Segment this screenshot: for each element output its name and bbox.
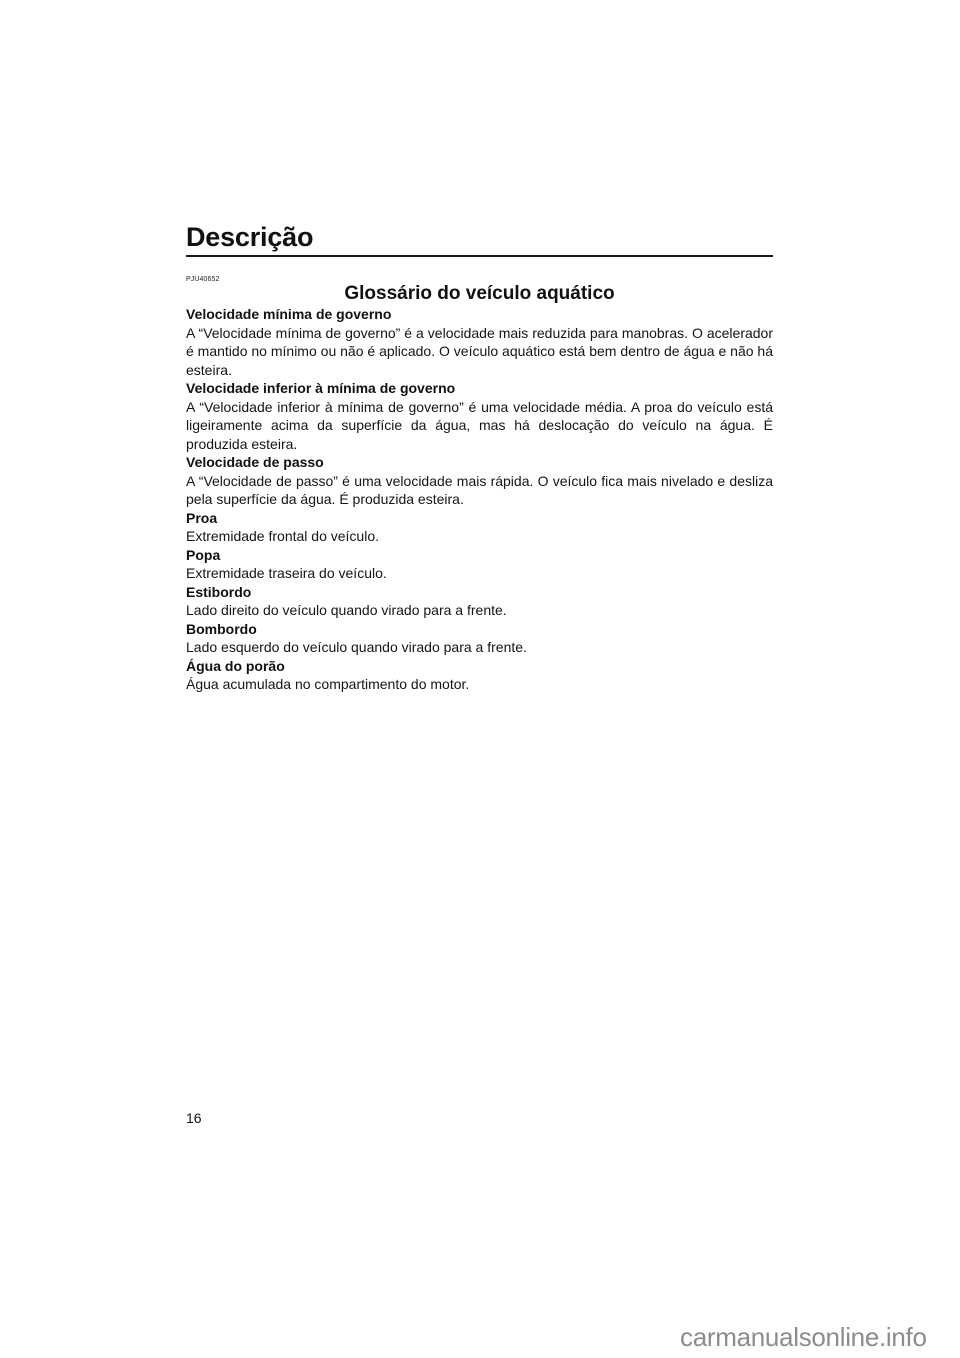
glossary-term: Estibordo [186, 583, 252, 600]
page-header [186, 222, 773, 257]
glossary-definition: Água acumulada no compartimento do motor. [186, 676, 470, 692]
glossary-definition: Extremidade traseira do veículo. [186, 565, 387, 581]
glossary-entry [186, 305, 773, 379]
glossary-definition: Lado direito do veículo quando virado para a frente. [186, 602, 507, 618]
glossary-definition: Lado esquerdo do veículo quando virado para a frente. [186, 639, 527, 655]
glossary-term: Proa [186, 509, 218, 526]
glossary-definition: A “Velocidade de passo” é uma velocidade mais rápida. O veículo fica mais nivelado e desliza pela superfície da água. É produzida esteira. [186, 472, 773, 507]
glossary-entry [186, 583, 773, 620]
glossary-list [186, 305, 773, 694]
watermark: carmanualsonline.info [680, 1322, 927, 1352]
glossary-definition: Extremidade frontal do veículo. [186, 528, 379, 544]
glossary-entry [186, 620, 773, 657]
glossary-entry [186, 379, 773, 453]
glossary-term: Velocidade inferior à mínima de governo [186, 380, 456, 396]
glossary-term: Bombordo [186, 620, 257, 637]
glossary-entry [186, 453, 773, 509]
section-title: Glossário do veículo aquático [344, 283, 615, 304]
glossary-entry [186, 509, 773, 546]
glossary-entry [186, 546, 773, 583]
chapter-title: Descrição [186, 222, 314, 252]
glossary-term: Velocidade de passo [186, 454, 324, 470]
glossary-definition: A “Velocidade inferior à mínima de governo” é uma velocidade média. A proa do veículo está ligeiramente acima da superfície da água, mas há deslocação do veículo na água. É produzida esteira. [186, 398, 773, 452]
glossary-entry [186, 657, 773, 694]
page-number: 16 [186, 1110, 202, 1126]
glossary-term: Popa [186, 546, 221, 563]
glossary-term: Velocidade mínima de governo [186, 306, 392, 322]
reference-code: PJU40652 [186, 276, 220, 283]
glossary-term: Água do porão [186, 657, 285, 674]
glossary-definition: A “Velocidade mínima de governo” é a velocidade mais reduzida para manobras. O acelerador é mantido no mínimo ou não é aplicado. O veículo aquático está bem dentro de água e não há esteira. [186, 324, 773, 378]
